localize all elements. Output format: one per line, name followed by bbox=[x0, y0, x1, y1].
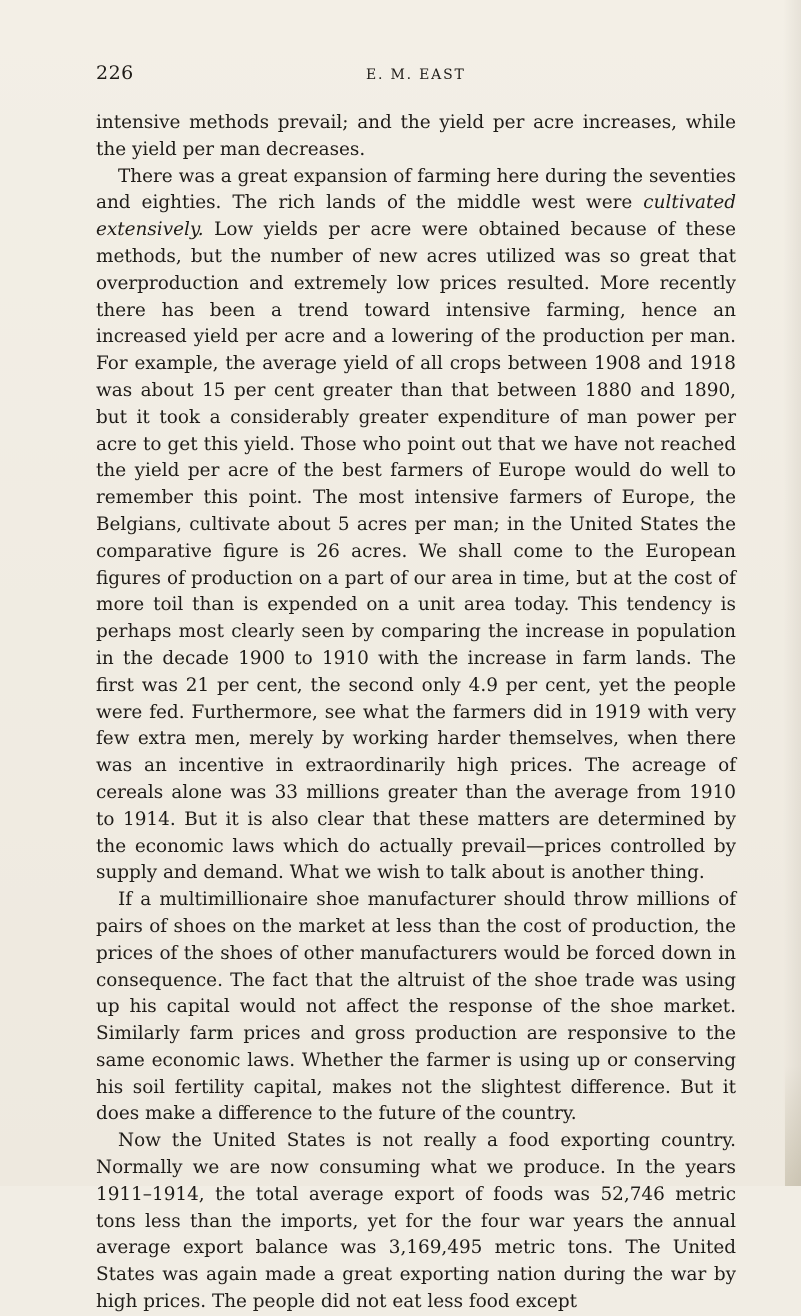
text-segment: If a multimillionaire shoe manufacturer should throw millions of pairs of shoes on the market at less than the cost of production, the prices of the shoes of other manufacturers would be forced down in consequence. The fact that the altruist of the shoe trade was using up his capital would not affect the response of the shoe market. Similarly farm prices and gross production are responsive to the same economic laws. Whether the farmer is using up or conserving his soil fertility capital, makes not the slightest difference. But it does make a difference to the future of the country. bbox=[96, 889, 736, 1125]
page-corner-stain bbox=[785, 1066, 801, 1186]
page-number: 226 bbox=[96, 62, 134, 84]
text-segment: Now the United States is not really a food exporting country. Normally we are now consuming what we produce. In the years 1911–1914, the total average export of foods was 52,746 metric tons less than the imports, yet for the four war years the annual average export balance was 3,169,495 metric tons. The United States was again made a great exporting nation during the war by high prices. The people did not eat less food except bbox=[96, 1130, 736, 1313]
text-segment: Low yields per acre were obtained because of these methods, but the number of new acres utilized was so great that overproduction and extremely low prices resulted. More recently there has been a trend toward intensive farming, hence an increased yield per acre and a lowering of the production per man. For example, the average yield of all crops between 1908 and 1918 was about 15 per cent greater than that between 1880 and 1890, but it took a considerably greater expenditure of man power per acre to get this yield. Those who point out that we have not reached the yield per acre of the best farmers of Europe would do well to remember this point. The most intensive farmers of Europe, the Belgians, cultivate about 5 acres per man; in the United States the comparative figure is 26 acres. We shall come to the European figures of production on a part of our area in time, but at the cost of more toil than is expended on a unit area today. This tendency is perhaps most clearly seen by comparing the increase in population in the decade 1900 to 1910 with the increase in farm lands. The first was 21 per cent, the second only 4.9 per cent, yet the people were fed. Furthermore, see what the farmers did in 1919 with very few extra men, merely by working harder themselves, when there was an incentive in extraordinarily high prices. The acreage of cereals alone was 33 millions greater than the average from 1910 to 1914. But it is also clear that these matters are determined by the economic laws which do actually prevail—prices controlled by supply and demand. What we wish to talk about is another thing. bbox=[96, 219, 736, 884]
page-header bbox=[96, 62, 736, 96]
paragraph bbox=[96, 110, 736, 164]
paragraph bbox=[96, 1128, 736, 1316]
paragraph bbox=[96, 164, 736, 888]
italic-phrase: cultivated extensively. bbox=[96, 192, 736, 241]
body-text bbox=[96, 110, 736, 1316]
running-head: E. M. EAST bbox=[366, 67, 466, 83]
text-segment: intensive methods prevail; and the yield per acre increases, while the yield per man decreases. bbox=[96, 112, 736, 160]
paragraph bbox=[96, 887, 736, 1128]
text-segment: There was a great expansion of farming here during the seventies and eighties. The rich lands of the middle west were bbox=[96, 165, 736, 214]
page-edge-shadow bbox=[783, 0, 801, 1186]
